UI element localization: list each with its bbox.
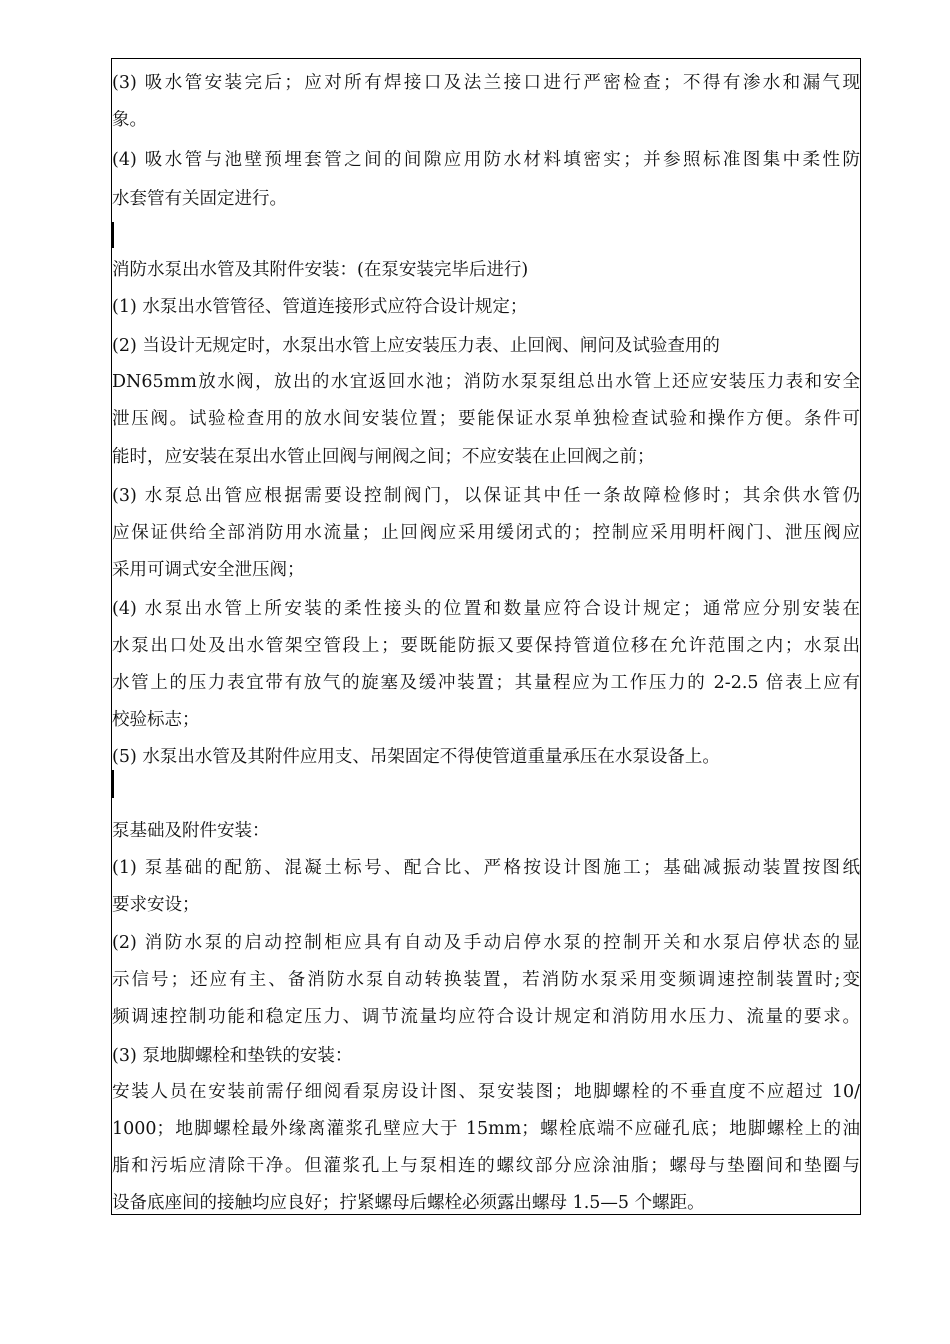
paragraph-line: 采用可调式安全泄压阀； (112, 560, 305, 580)
paragraph-line: 要求安设； (112, 895, 200, 915)
paragraph-line: 应保证供给全部消防用水流量；止回阀应采用缓闭式的；控制应采用明杆阀门、泄压阀应 (112, 523, 860, 543)
paragraph-line: 水套管有关固定进行。 (112, 189, 287, 209)
paragraph-line: DN65mm放水阀，放出的水宜返回水池；消防水泵泵组总出水管上还应安装压力表和安全 (112, 372, 860, 392)
paragraph-line: (1) 泵基础的配筋、混凝土标号、配合比、严格按设计图施工；基础减振动装置按图纸 (112, 858, 860, 878)
paragraph-line: (1) 水泵出水管管径、管道连接形式应符合设计规定； (112, 297, 528, 317)
paragraph-line: (2) 当设计无规定时，水泵出水管上应安装压力表、止回阀、闸问及试验查用的 (112, 336, 720, 356)
paragraph-line: 1000；地脚螺栓最外缘离灌浆孔壁应大于 15mm；螺栓底端不应碰孔底；地脚螺栓上的油 (112, 1119, 860, 1139)
paragraph-line: 象。 (112, 110, 147, 130)
paragraph-line: 能时，应安装在泵出水管止回阀与闸阀之间；不应安装在止回阀之前； (112, 447, 655, 467)
text-cursor-mark (112, 222, 114, 248)
paragraph-line: (3) 水泵总出管应根据需要设控制阀门，以保证其中任一条故障检修时；其余供水管仍 (112, 486, 860, 506)
text-cursor-mark (112, 770, 114, 798)
paragraph-line: 水泵出口处及出水管架空管段上；要既能防振又要保持管道位移在允许范围之内；水泵出 (112, 636, 860, 656)
paragraph-line: (4) 吸水管与池壁预埋套管之间的间隙应用防水材料填密实；并参照标准图集中柔性防 (112, 150, 860, 170)
paragraph-line: 脂和污垢应清除干净。但灌浆孔上与泵相连的螺纹部分应涂油脂；螺母与垫圈间和垫圈与 (112, 1156, 860, 1176)
paragraph-line: 示信号；还应有主、备消防水泵自动转换装置，若消防水泵采用变频调速控制装置时;变 (112, 970, 860, 990)
paragraph-line: 频调速控制功能和稳定压力、调节流量均应符合设计规定和消防用水压力、流量的要求。 (112, 1007, 860, 1027)
section-heading: 泵基础及附件安装： (112, 821, 270, 841)
paragraph-line: (3) 吸水管安装完后；应对所有焊接口及法兰接口进行严密检查；不得有渗水和漏气现 (112, 73, 860, 93)
paragraph-line: 泄压阀。试验检查用的放水间安装位置；要能保证水泵单独检查试验和操作方便。条件可 (112, 409, 860, 429)
paragraph-line: 水管上的压力表宜带有放气的旋塞及缓冲装置；其量程应为工作压力的 2-2.5 倍表上应有 (112, 673, 860, 693)
section-heading: 消防水泵出水管及其附件安装：(在泵安装完毕后进行) (112, 260, 529, 280)
paragraph-line: (2) 消防水泵的启动控制柜应具有自动及手动启停水泵的控制开关和水泵启停状态的显 (112, 933, 860, 953)
paragraph-line: (5) 水泵出水管及其附件应用支、吊架固定不得使管道重量承压在水泵设备上。 (112, 747, 720, 767)
paragraph-line: 安装人员在安装前需仔细阅看泵房设计图、泵安装图；地脚螺栓的不垂直度不应超过 10/ (112, 1082, 860, 1102)
paragraph-line: (4) 水泵出水管上所安装的柔性接头的位置和数量应符合设计规定；通常应分别安装在 (112, 599, 860, 619)
paragraph-line: 校验标志； (112, 710, 200, 730)
paragraph-line: 设备底座间的接触均应良好；拧紧螺母后螺栓必须露出螺母 1.5—5 个螺距。 (112, 1193, 705, 1213)
paragraph-line: (3) 泵地脚螺栓和垫铁的安装： (112, 1046, 353, 1066)
